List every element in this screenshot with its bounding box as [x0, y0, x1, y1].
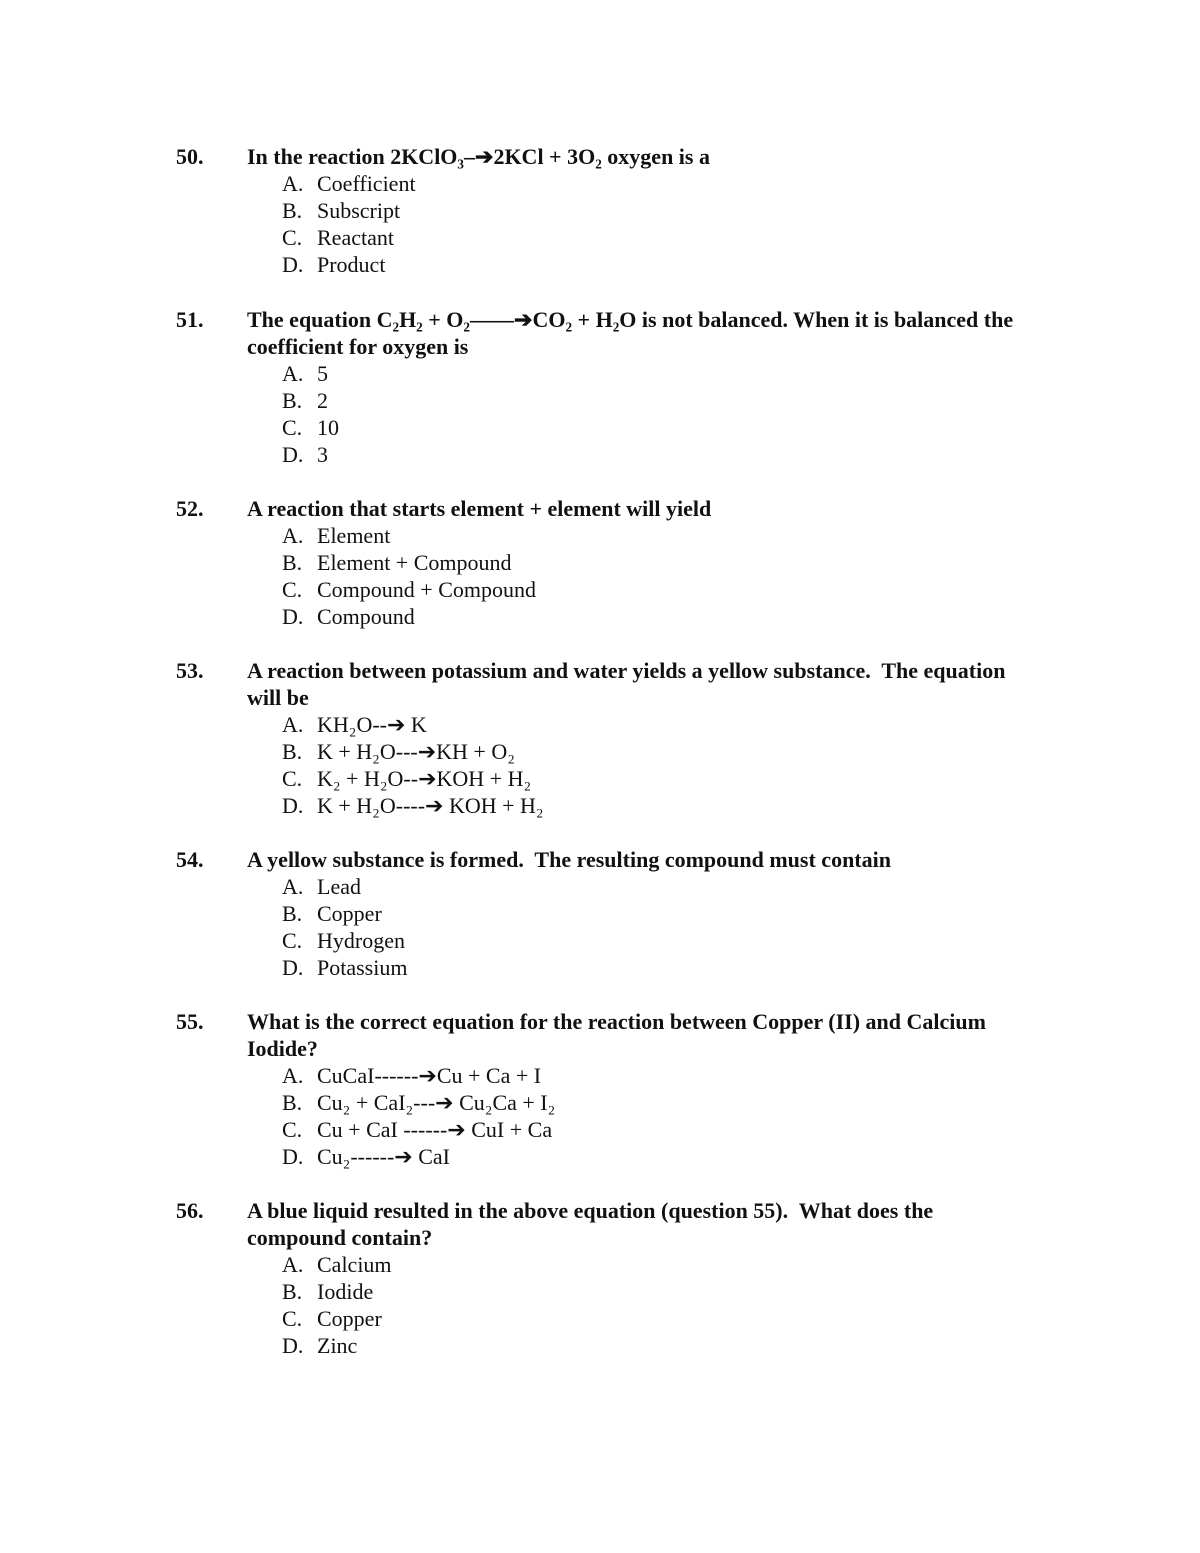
option-a[interactable]	[176, 1251, 1016, 1278]
question-number: 56.	[176, 1198, 204, 1223]
option-letter: C.	[282, 1117, 303, 1142]
option-letter: B.	[282, 388, 303, 413]
option-letter: C.	[282, 1306, 303, 1331]
question-number: 52.	[176, 496, 204, 521]
option-d[interactable]	[176, 441, 1016, 468]
option-letter: A.	[282, 874, 304, 899]
answer-options	[176, 360, 1016, 468]
option-text: Hydrogen	[317, 928, 405, 953]
option-text: Copper	[317, 1306, 382, 1331]
option-text: K₂ + H₂O--➔KOH + H₂	[317, 766, 532, 791]
answer-options	[176, 170, 1016, 278]
question-number: 55.	[176, 1009, 204, 1034]
option-c[interactable]	[176, 414, 1016, 441]
answer-options	[176, 522, 1016, 630]
option-letter: A.	[282, 1063, 304, 1088]
option-b[interactable]	[176, 197, 1016, 224]
question-51	[176, 306, 1019, 468]
option-text: Calcium	[317, 1252, 392, 1277]
option-text: CuCaI------➔Cu + Ca + I	[317, 1063, 542, 1088]
option-letter: A.	[282, 171, 304, 196]
option-text: Subscript	[317, 198, 401, 223]
option-letter: B.	[282, 901, 303, 926]
question-55	[176, 1008, 1016, 1170]
option-text: K + H₂O----➔ KOH + H₂	[317, 793, 544, 818]
option-letter: C.	[282, 225, 303, 250]
option-letter: C.	[282, 928, 303, 953]
option-b[interactable]	[176, 387, 1016, 414]
option-letter: B.	[282, 739, 303, 764]
option-text: Copper	[317, 901, 382, 926]
question-number: 50.	[176, 144, 204, 169]
question-text: A reaction between potassium and water yields a yellow substance. The equation will be	[247, 658, 1011, 710]
option-a[interactable]	[176, 873, 1016, 900]
question-52	[176, 495, 1016, 630]
question-text: A reaction that starts element + element will yield	[247, 496, 712, 521]
option-c[interactable]	[176, 1116, 1016, 1143]
option-text: 2	[317, 388, 328, 413]
answer-options	[176, 873, 1016, 981]
question-text: What is the correct equation for the reaction between Copper (II) and Calcium Iodide?	[247, 1009, 992, 1061]
option-letter: C.	[282, 577, 303, 602]
question-text: A blue liquid resulted in the above equation (question 55). What does the compound contain?	[247, 1198, 939, 1250]
option-text: 3	[317, 442, 328, 467]
option-text: KH₂O--➔ K	[317, 712, 427, 737]
question-text: A yellow substance is formed. The resulting compound must contain	[247, 847, 891, 872]
option-letter: B.	[282, 1090, 303, 1115]
option-c[interactable]	[176, 927, 1016, 954]
question-number: 51.	[176, 307, 204, 332]
option-letter: D.	[282, 793, 304, 818]
option-text: Compound + Compound	[317, 577, 536, 602]
option-text: Potassium	[317, 955, 408, 980]
option-letter: D.	[282, 604, 304, 629]
answer-options	[176, 711, 1016, 819]
option-text: Zinc	[317, 1333, 358, 1358]
option-letter: B.	[282, 1279, 303, 1304]
option-a[interactable]	[176, 1062, 1016, 1089]
option-letter: A.	[282, 523, 304, 548]
answer-options	[176, 1251, 1016, 1359]
option-a[interactable]	[176, 360, 1016, 387]
option-text: Reactant	[317, 225, 394, 250]
question-number: 54.	[176, 847, 204, 872]
question-text: In the reaction 2KClO₃–➔2KCl + 3O₂ oxygen is a	[247, 144, 710, 169]
option-a[interactable]	[176, 711, 1016, 738]
option-text: Compound	[317, 604, 415, 629]
question-number: 53.	[176, 658, 204, 683]
option-b[interactable]	[176, 1089, 1016, 1116]
option-b[interactable]	[176, 549, 1016, 576]
option-d[interactable]	[176, 1332, 1016, 1359]
option-text: Lead	[317, 874, 361, 899]
option-b[interactable]	[176, 900, 1016, 927]
option-c[interactable]	[176, 765, 1016, 792]
option-letter: A.	[282, 1252, 304, 1277]
option-a[interactable]	[176, 522, 1016, 549]
option-d[interactable]	[176, 792, 1016, 819]
answer-options	[176, 1062, 1016, 1170]
option-text: Cu + CaI ------➔ CuI + Ca	[317, 1117, 553, 1142]
option-letter: A.	[282, 712, 304, 737]
option-d[interactable]	[176, 1143, 1016, 1170]
question-text: The equation C₂H₂ + O₂––––➔CO₂ + H₂O is not balanced. When it is balanced the coefficient for oxygen is	[247, 307, 1019, 359]
option-d[interactable]	[176, 251, 1016, 278]
option-c[interactable]	[176, 576, 1016, 603]
option-d[interactable]	[176, 954, 1016, 981]
option-text: Element + Compound	[317, 550, 512, 575]
option-letter: C.	[282, 766, 303, 791]
option-text: 5	[317, 361, 328, 386]
option-letter: C.	[282, 415, 303, 440]
option-c[interactable]	[176, 224, 1016, 251]
option-text: 10	[317, 415, 339, 440]
option-letter: B.	[282, 198, 303, 223]
option-text: Cu₂------➔ CaI	[317, 1144, 450, 1169]
option-a[interactable]	[176, 170, 1016, 197]
option-letter: D.	[282, 1333, 304, 1358]
option-text: Product	[317, 252, 386, 277]
option-letter: D.	[282, 442, 304, 467]
option-text: Cu₂ + CaI₂---➔ Cu₂Ca + I₂	[317, 1090, 556, 1115]
option-text: Element	[317, 523, 391, 548]
option-text: K + H₂O---➔KH + O₂	[317, 739, 515, 764]
option-letter: A.	[282, 361, 304, 386]
question-50	[176, 143, 1016, 278]
option-letter: D.	[282, 252, 304, 277]
option-letter: D.	[282, 1144, 304, 1169]
option-text: Coefficient	[317, 171, 416, 196]
option-b[interactable]	[176, 1278, 1016, 1305]
question-56	[176, 1197, 1016, 1359]
option-c[interactable]	[176, 1305, 1016, 1332]
option-d[interactable]	[176, 603, 1016, 630]
option-text: Iodide	[317, 1279, 374, 1304]
option-letter: B.	[282, 550, 303, 575]
option-b[interactable]	[176, 738, 1016, 765]
option-letter: D.	[282, 955, 304, 980]
question-54	[176, 846, 1016, 981]
question-53	[176, 657, 1016, 819]
